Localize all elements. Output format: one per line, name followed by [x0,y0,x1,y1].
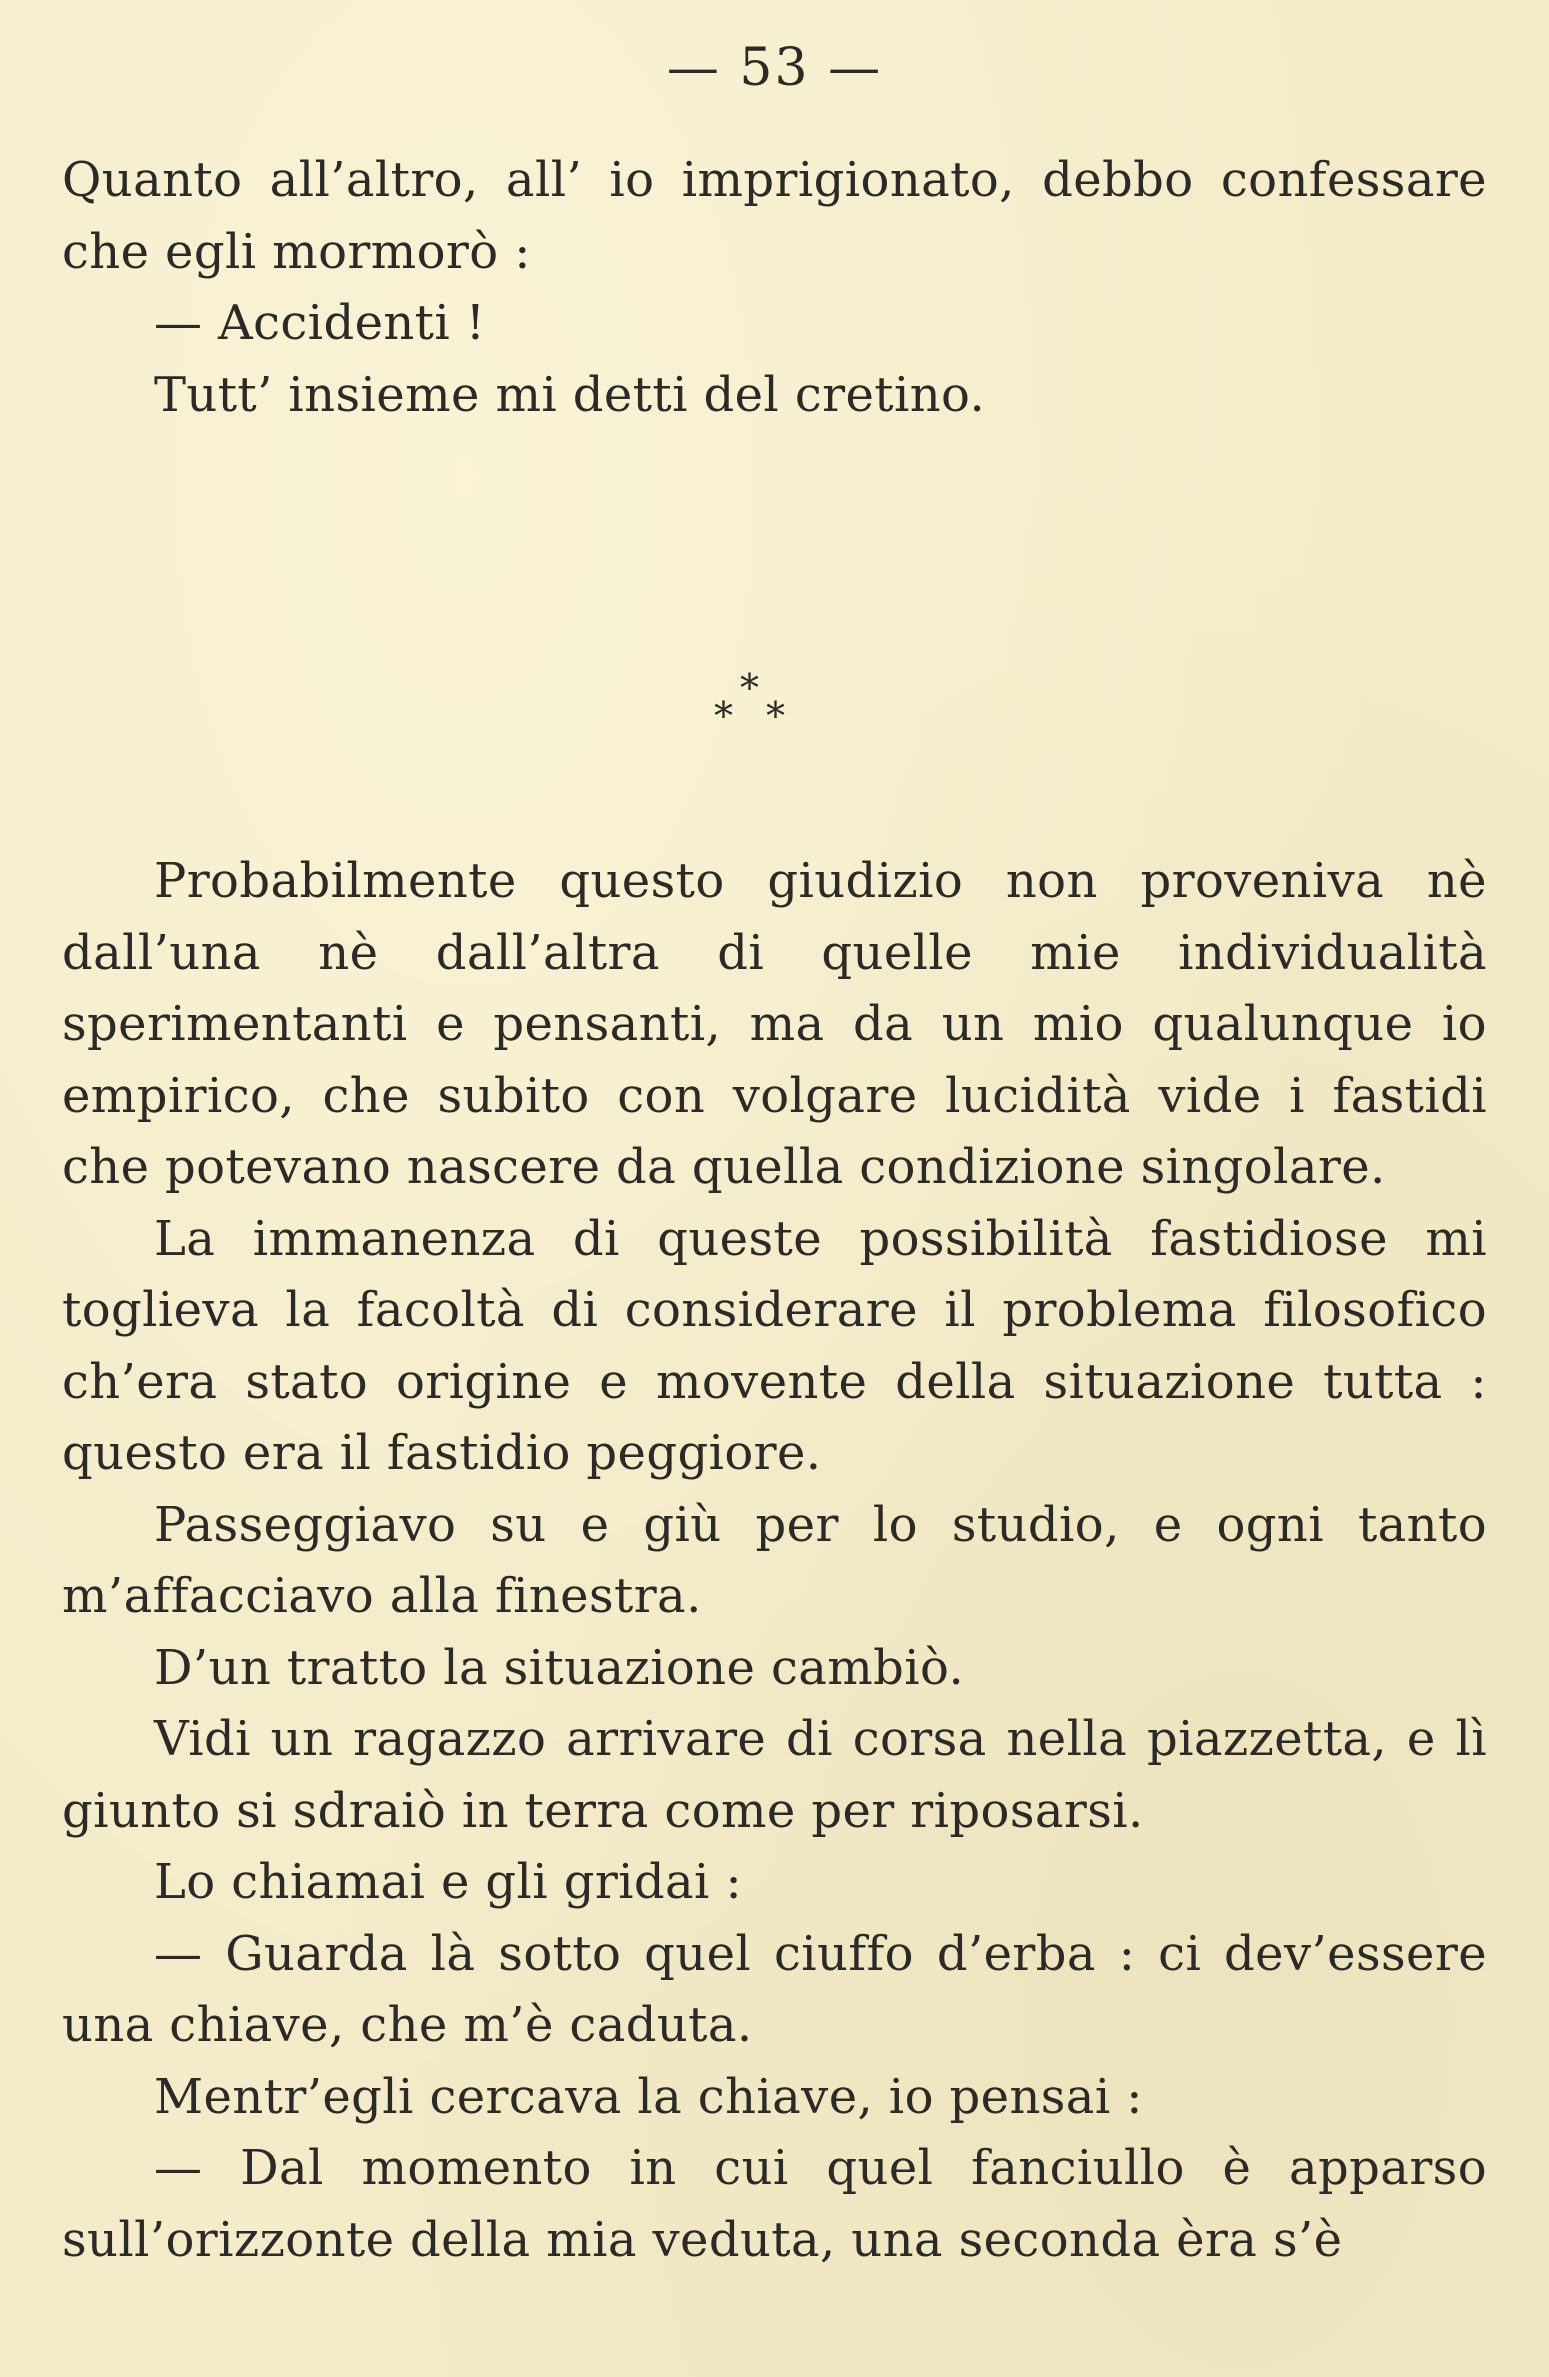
paragraph-ragazzo: Vidi un ragazzo arrivare di corsa nella piazzetta, e lì giunto si sdraiò in terra come per riposarsi. [62,1711,1487,1839]
page-number: — 53 — [666,38,883,98]
paragraph-mentregli: Mentr’egli cercava la chiave, io pensai : [154,2068,1143,2125]
asterisk-left: * [714,694,734,738]
section-break [62,431,1487,846]
paragraph-tratto: D’un tratto la situazione cambiò. [154,1639,965,1696]
paragraph-cretino: Tutt’ insieme mi detti del cretino. [154,366,986,423]
paragraph-exclamation: — Accidenti ! [154,295,486,351]
asterisk-right: * [766,694,786,738]
asterism-divider [702,666,822,749]
paragraph-immanenza: La immanenza di queste possibilità fastidiose mi toglieva la facoltà di considerare il problema filosofico ch’era stato origine e movente della situazione tutta : questo era il fastidio peggiore. [62,1210,1487,1481]
paragraph-momento: — Dal momento in cui quel fanciullo è apparso sull’orizzonte della mia veduta, una seconda èra s’è [62,2140,1487,2268]
paragraph-probabilmente: Probabilmente questo giudizio non proveniva nè dall’una nè dall’altra di quelle mie individualità sperimentanti e pensanti, ma da un mio qualunque io empirico, che subito con volgare lucidità vide i fastidi che potevano nascere da quella condizione singolare. [62,853,1487,1195]
paragraph-passeggiavo: Passeggiavo su e giù per lo studio, e ogni tanto m’affacciavo alla finestra. [62,1496,1487,1624]
paragraph-chiamai: Lo chiamai e gli gridai : [154,1854,743,1910]
paragraph-opening: Quanto all’altro, all’ io imprigionato, debbo confessare che egli mormorò : [62,152,1487,280]
asterisk-top: * [740,666,760,710]
paragraph-guarda: — Guarda là sotto quel ciuffo d’erba : ci dev’essere una chiave, che m’è caduta. [62,1925,1487,2053]
page-text [62,145,1487,2276]
